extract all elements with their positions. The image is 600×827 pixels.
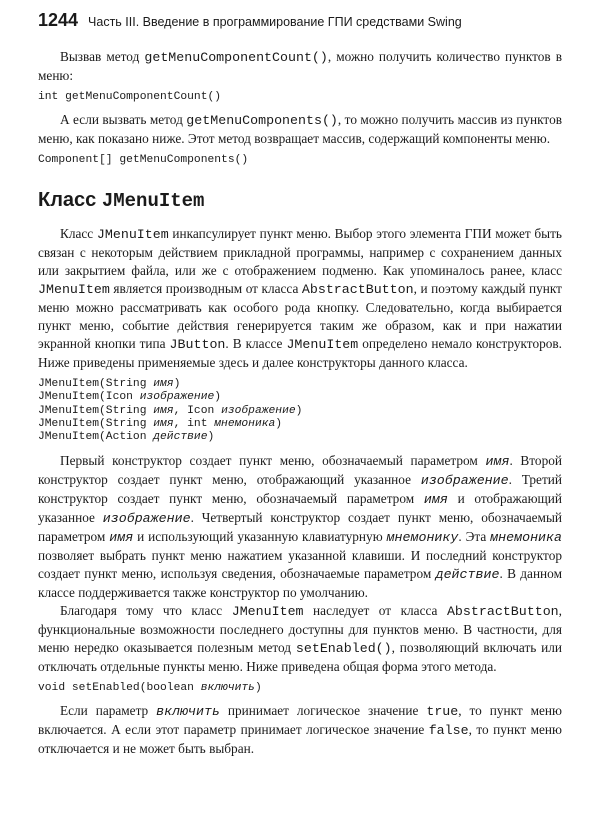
constructor-line: JMenuItem(String имя) <box>38 377 181 390</box>
code-listing-2: Component[] getMenuComponents() <box>38 154 249 167</box>
page-header <box>38 10 562 34</box>
inline-code: getMenuComponentCount() <box>144 50 328 65</box>
running-title: Часть III. Введение в программирование ГПИ средствами Swing <box>88 15 462 29</box>
constructor-line: JMenuItem(Action действие) <box>38 431 215 444</box>
paragraph-1: Вызвав метод getMenuComponentCount(), можно получить количество пунктов в меню: <box>38 49 562 83</box>
paragraph-6: Если параметр включить принимает логическое значение true, то пункт меню включается. А если этот параметр принимает логическое значение false, то пункт меню отключается и не может быть выбран. <box>38 703 562 757</box>
section-heading: Класс JMenuItem <box>38 188 205 212</box>
constructor-listing <box>38 378 562 445</box>
constructor-line: JMenuItem(String имя, Icon изображение) <box>38 404 303 417</box>
book-page <box>38 10 562 758</box>
page-number: 1244 <box>38 10 79 30</box>
constructor-line: JMenuItem(String имя, int мнемоника) <box>38 418 283 431</box>
constructor-line: JMenuItem(Icon изображение) <box>38 391 222 404</box>
inline-code: getMenuComponents() <box>186 113 338 129</box>
paragraph-2: А если вызвать метод getMenuComponents(), то можно получить массив из пунктов меню, как показано ниже. Этот метод возвращает массив, содержащий компоненты меню. <box>38 112 562 147</box>
paragraph-5: Благодаря тому что класс JMenuItem наследует от класса AbstractButton, функциональные возможности последнего доступны для пунктов меню. В частности, для меню нередко оказывается полезным метод setEnabled(), позволяющий включать или отключать отдельные пункты меню. Ниже приведена общая форма этого метода. <box>38 602 563 674</box>
paragraph-4: Первый конструктор создает пункт меню, обозначаемый параметром имя. Второй конструктор создает пункт меню, отображающий указанное изображение. Третий конструктор создает пункт меню, обозначаемый параметром имя и отображающий указанное изображение. Четвертый конструктор создает пункт меню, обозначаемый параметром имя и использующий указанную клавиатурную мнемонику. Эта мнемоника позволяет выбрать пункт меню нажатием указанной клавиши. И последний конструктор создает пункт меню, используя сведения, обозначаемые параметром действие. В данном классе поддерживается также конструктор по умолчанию. <box>38 452 563 600</box>
code-listing-3: void setEnabled(boolean включить) <box>38 681 262 694</box>
paragraph-3: Класс JMenuItem инкапсулирует пункт меню. Выбор этого элемента ГПИ может быть связан с некоторым действием прикладной программы, например с сохранением данных или закрытием файла, или же с отображением подменю. Как упоминалось ранее, класс JMenuItem является производным от класса AbstractButton, и поэтому каждый пункт меню можно рассматривать как особого рода кнопку. Следовательно, когда выбирается пункт меню, событие действия генерируется таким же образом, как и при нажатии экранной кнопки типа JButton. В классе JMenuItem определено немало конструкторов. Ниже приведены применяемые здесь и далее конструкторы данного класса. <box>38 225 562 370</box>
code-listing-1: int getMenuComponentCount() <box>38 91 222 103</box>
